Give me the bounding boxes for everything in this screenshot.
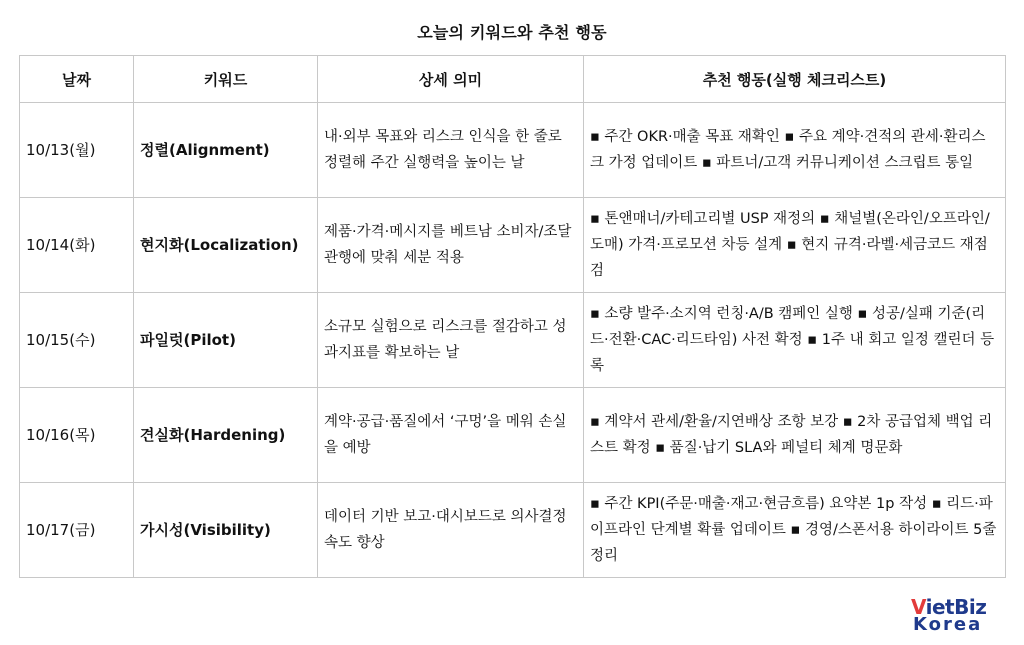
- table-row: [20, 198, 1006, 293]
- table-row: [20, 103, 1006, 198]
- keyword-cell: 파일럿(Pilot): [134, 293, 318, 388]
- action-cell: ▪ 소량 발주·소지역 런칭·A/B 캠페인 실행 ▪ 성공/실패 기준(리드·전환·CAC·리드타임) 사전 확정 ▪ 1주 내 회고 일정 캘린더 등록: [584, 293, 1006, 388]
- logo-letter-v: V: [911, 595, 926, 619]
- keyword-cell: 현지화(Localization): [134, 198, 318, 293]
- logo-wordmark-bottom: Korea: [913, 614, 983, 635]
- table-row: [20, 388, 1006, 483]
- keyword-action-table: [19, 55, 1006, 578]
- meaning-cell: 소규모 실험으로 리스크를 절감하고 성과지표를 확보하는 날: [318, 293, 584, 388]
- date-cell: 10/13(월): [20, 103, 134, 198]
- date-cell: 10/14(화): [20, 198, 134, 293]
- header-meaning: 상세 의미: [318, 56, 584, 103]
- meaning-cell: 계약·공급·품질에서 ‘구멍’을 메워 손실을 예방: [318, 388, 584, 483]
- action-cell: ▪ 톤앤매너/카테고리별 USP 재정의 ▪ 채널별(온라인/오프라인/도매) 가격·프로모션 차등 설계 ▪ 현지 규격·라벨·세금코드 재점검: [584, 198, 1006, 293]
- meaning-cell: 제품·가격·메시지를 베트남 소비자/조달 관행에 맞춰 세분 적용: [318, 198, 584, 293]
- page-title: 오늘의 키워드와 추천 행동: [417, 23, 607, 42]
- header-date: 날짜: [20, 56, 134, 103]
- action-cell: ▪ 주간 KPI(주문·매출·재고·현금흐름) 요약본 1p 작성 ▪ 리드·파이프라인 단계별 확률 업데이트 ▪ 경영/스폰서용 하이라이트 5줄 정리: [584, 483, 1006, 578]
- meaning-cell: 내·외부 목표와 리스크 인식을 한 줄로 정렬해 주간 실행력을 높이는 날: [318, 103, 584, 198]
- header-keyword: 키워드: [134, 56, 318, 103]
- date-cell: 10/17(금): [20, 483, 134, 578]
- logo-wordmark-rest: ietBiz: [925, 595, 987, 619]
- meaning-cell: 데이터 기반 보고·대시보드로 의사결정 속도 향상: [318, 483, 584, 578]
- action-cell: ▪ 계약서 관세/환율/지연배상 조항 보강 ▪ 2차 공급업체 백업 리스트 확정 ▪ 품질·납기 SLA와 페널티 체계 명문화: [584, 388, 1006, 483]
- table-row: [20, 483, 1006, 578]
- action-cell: ▪ 주간 OKR·매출 목표 재확인 ▪ 주요 계약·견적의 관세·환리스크 가정 업데이트 ▪ 파트너/고객 커뮤니케이션 스크립트 통일: [584, 103, 1006, 198]
- date-cell: 10/15(수): [20, 293, 134, 388]
- vietbiz-korea-logo: [911, 596, 1007, 636]
- keyword-cell: 견실화(Hardening): [134, 388, 318, 483]
- keyword-cell: 정렬(Alignment): [134, 103, 318, 198]
- table-header-row: [20, 56, 1006, 103]
- keyword-cell: 가시성(Visibility): [134, 483, 318, 578]
- table-row: [20, 293, 1006, 388]
- date-cell: 10/16(목): [20, 388, 134, 483]
- header-action: 추천 행동(실행 체크리스트): [584, 56, 1006, 103]
